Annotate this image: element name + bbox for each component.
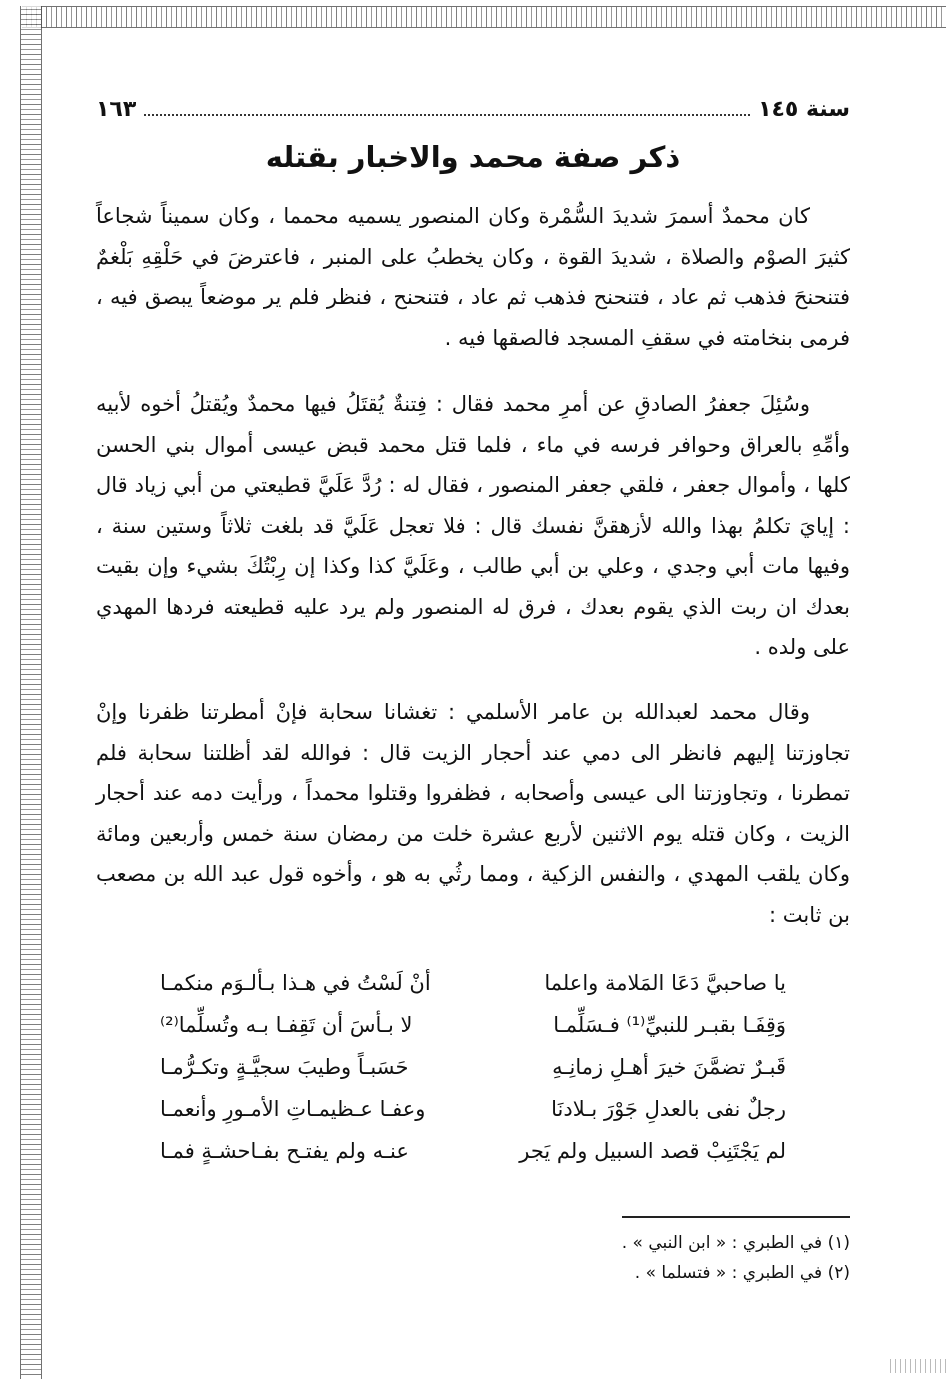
footnotes: [96, 1228, 850, 1288]
poem-verse: [160, 1046, 786, 1088]
paragraph-text: وقال محمد لعبدالله بن عامر الأسلمي : تغشانا سحابة فإنْ أمطرتنا ظفرنا وإنْ تجاوزتنا إليهم فانظر الى دمي عند أحجار الزيت قال : فوالله لقد أظلتنا سحابة فلم تمطرنا ، وتجاوزتنا الى عيسى وأصحابه ، فظفروا وقتلوا محمداً ، ورأيت دمه عند أحجار الزيت ، وكان قتله يوم الاثنين لأربع عشرة خلت من رمضان سنة خمس وأربعين ومائة وكان يلقب المهدي ، والنفس الزكية ، ومما رثُي به هو ، وأخوه قول عبد الله بن مصعب بن ثابت :: [96, 700, 850, 927]
elegy-poem: [160, 962, 786, 1172]
poem-hemistich-second: حَسَبـاً وطيبَ سجيَّـةٍ وتكـرُّمـا: [160, 1055, 409, 1079]
footnote-1: (١) في الطبري : « ابن النبي » .: [621, 1233, 850, 1253]
paragraph-description: [96, 196, 850, 358]
footnote-2: (٢) في الطبري : « فتسلما » .: [634, 1263, 850, 1283]
poem-hemistich-first: قَبـرٌ تضمَّنَ خيرَ أهـلِ زمانِـهِ: [552, 1055, 786, 1079]
paragraph-death: [96, 692, 850, 935]
poem-hemistich-second: عنـه ولم يفتـح بفـاحشـةٍ فمـا: [160, 1139, 409, 1163]
section-title: ذكر صفة محمد والاخبار بقتله: [265, 140, 681, 174]
poem-hemistich-second: أنْ لَسْتُ في هـذا بـألـوَم منكمـا: [160, 971, 431, 995]
poem-verse: [160, 962, 786, 1004]
running-header: [96, 88, 850, 122]
poem-verse: [160, 1088, 786, 1130]
paragraph-jafar: [96, 384, 850, 668]
poem-hemistich-second: لا بـأسَ أن تَقِفـا بـه وتُسلِّما⁽²⁾: [160, 1013, 413, 1037]
poem-verse: [160, 1130, 786, 1172]
poem-hemistich-first: يا صاحبيَّ دَعَا المَلامة واعلما: [544, 971, 786, 995]
paragraph-text: وسُئِلَ جعفرُ الصادقِ عن أمرِ محمد فقال : فِتنةٌ يُقتَلُ فيها محمدٌ ويُقتلُ أخوه لأبيه وأمِّهِ بالعراق وحوافر فرسه في ماء ، فلما قتل محمد قبض عيسى أموال بني الحسن كلها ، وأموال جعفر ، فلقي جعفر المنصور ، فقال له : رُدَّ عَلَيَّ قطيعتي من أبي زياد قال : إيايَ تكلمُ بهذا والله لأزهقنَّ نفسك قال : فلا تعجل عَلَيَّ قد بلغت ثلاثاً وستين سنة ، وفيها مات أبي وجدي ، وعلي بن أبي طالب ، وعَلَيَّ كذا وكذا إن رِبْتُكَ بشيء وإن بقيت بعدك ان ربت الذي يقوم بعدك ، فرق له المنصور ولم يرد عليه قطيعته فردها المهدي على ولده .: [96, 392, 850, 659]
decorative-border-top: [22, 6, 946, 28]
header-dot-leader: [144, 114, 750, 116]
header-year: سنة ١٤٥: [758, 97, 850, 122]
poem-hemistich-second: وعفـا عـظيمـاتِ الأمـورِ وأنعمـا: [160, 1097, 426, 1121]
decorative-border-bottom: [886, 1359, 946, 1373]
poem-verse: [160, 1004, 786, 1046]
page-number: ١٦٣: [96, 97, 137, 122]
decorative-border-left: [20, 6, 42, 1379]
paragraph-text: كان محمدٌ أسمرَ شديدَ السُّمْرة وكان المنصور يسميه محمما ، وكان سميناً شجاعاً كثيرَ الصوْم والصلاة ، شديدَ القوة ، وكان يخطبُ على المنبر ، فاعترضَ في حَلْقِهِ بَلْغمٌ فتنحنحَ فذهب ثم عاد ، فتنحنح فذهب ثم عاد ، فتنحنح ، فنظر فلم ير موضعاً يبصق فيه ، فرمى بنخامته في سقفِ المسجد فالصقها فيه .: [96, 204, 850, 350]
footnote-divider: [622, 1216, 850, 1218]
poem-hemistich-first: لم يَجْتَنِبْ قصد السبيل ولم يَجر: [519, 1139, 786, 1163]
poem-hemistich-first: وَقِفَـا بقبـر للنبيِّ⁽¹⁾ فـسَلِّمـا: [553, 1013, 786, 1037]
poem-hemistich-first: رجلٌ نفى بالعدلِ جَوْرَ بـلادنَا: [551, 1097, 786, 1121]
